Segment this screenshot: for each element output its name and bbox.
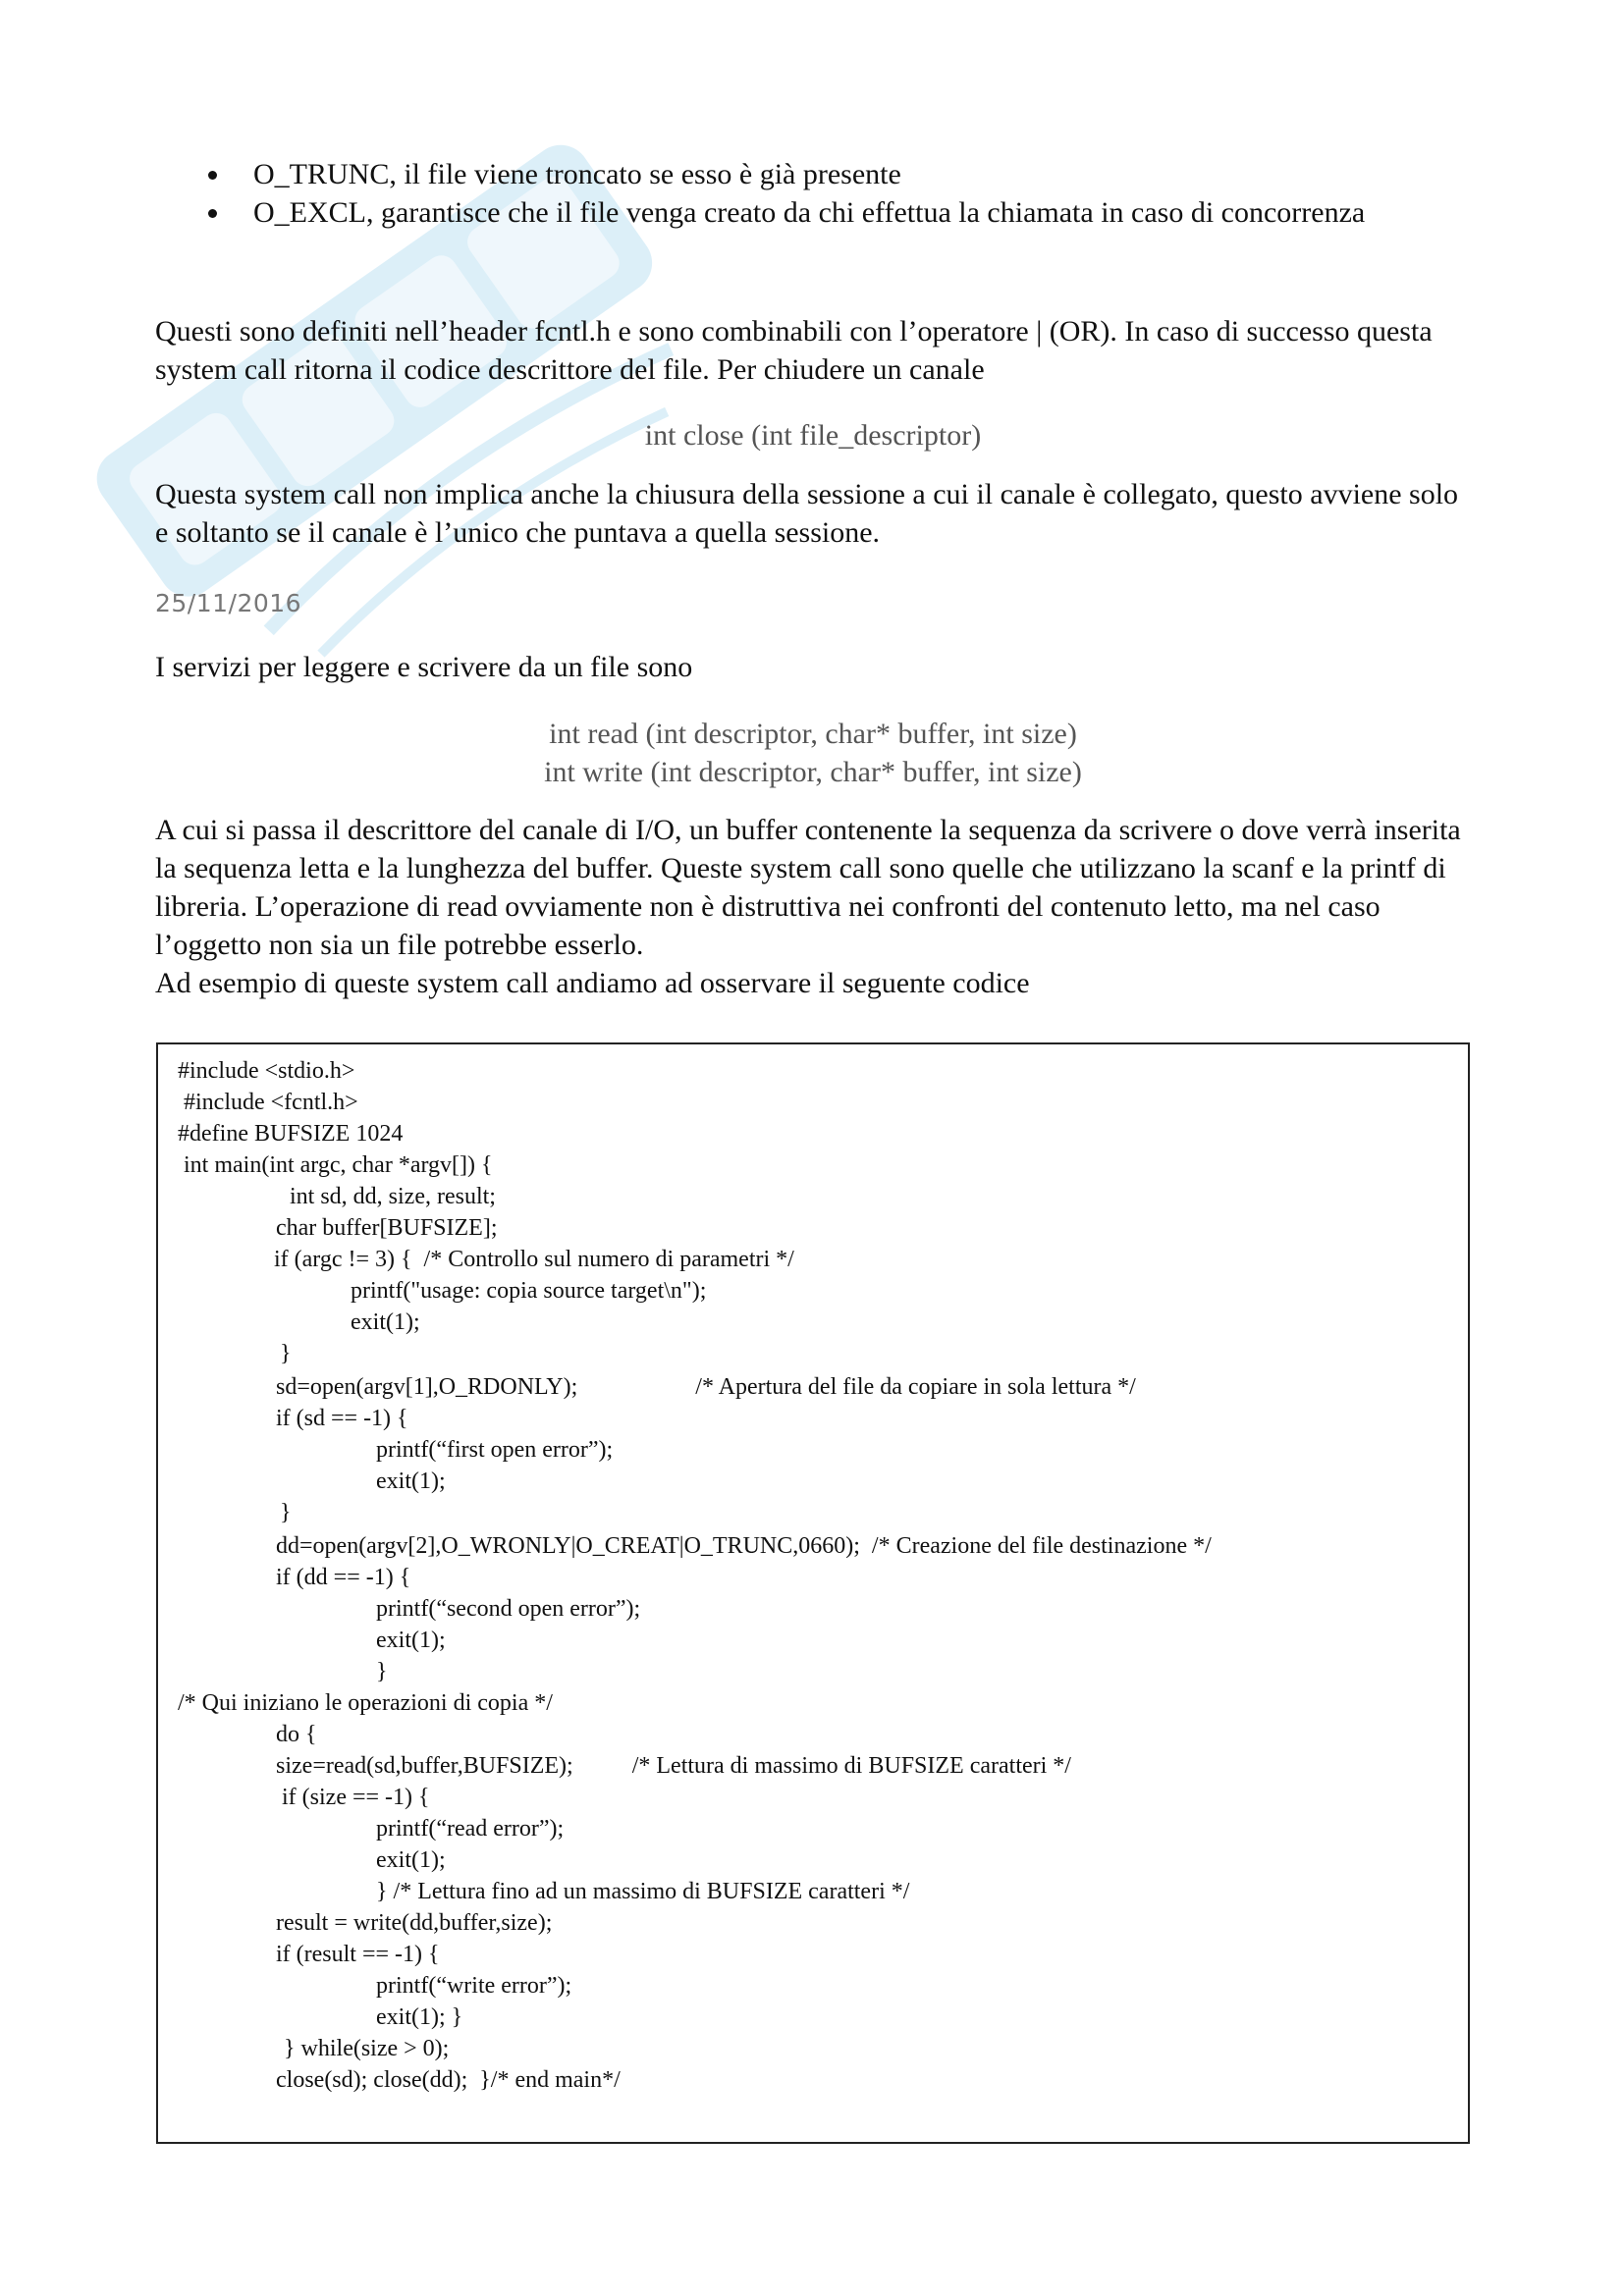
close-signature: int close (int file_descriptor) bbox=[644, 419, 982, 452]
code-line: result = write(dd,buffer,size); bbox=[276, 1910, 553, 1936]
code-line: #include <fcntl.h> bbox=[178, 1090, 358, 1115]
read-write-signatures bbox=[155, 715, 1471, 791]
code-line: if (dd == -1) { bbox=[276, 1565, 411, 1590]
code-line: sd=open(argv[1],O_RDONLY); /* Apertura del file da copiare in sola lettura */ bbox=[276, 1374, 1136, 1400]
code-line: int main(int argc, char *argv[]) { bbox=[178, 1152, 493, 1178]
code-line: exit(1); bbox=[376, 1847, 446, 1873]
date-label: 25/11/2016 bbox=[155, 589, 302, 617]
paragraph-header-fcntl: Questi sono definiti nell’header fcntl.h e sono combinabili con l’operatore | (OR). In caso di successo questa system call ritorna il codice descrittore del file. Per chiudere un canale bbox=[155, 315, 1433, 386]
code-line: } while(size > 0); bbox=[278, 2036, 450, 2061]
code-line: /* Qui iniziano le operazioni di copia */ bbox=[178, 1690, 553, 1716]
code-line: char buffer[BUFSIZE]; bbox=[276, 1215, 498, 1241]
paragraph-close-note: Questa system call non implica anche la chiusura della sessione a cui il canale è collegato, questo avviene solo e soltanto se il canale è l’unico che puntava a quella sessione. bbox=[155, 478, 1459, 549]
bullet-o-trunc: O_TRUNC, il file viene troncato se esso è già presente bbox=[253, 155, 1471, 193]
code-line: do { bbox=[276, 1722, 317, 1747]
code-line: exit(1); bbox=[351, 1309, 420, 1335]
code-line: printf(“first open error”); bbox=[376, 1437, 614, 1463]
code-line: printf("usage: copia source target\n"); bbox=[351, 1278, 707, 1304]
write-signature: int write (int descriptor, char* buffer, int size) bbox=[544, 756, 1082, 788]
paragraph-io-services: I servizi per leggere e scrivere da un file sono bbox=[155, 651, 693, 683]
code-line: } bbox=[274, 1341, 292, 1366]
code-line: #include <stdio.h> bbox=[178, 1058, 355, 1084]
code-line: printf(“write error”); bbox=[376, 1973, 572, 1999]
code-line: if (argc != 3) { /* Controllo sul numero di parametri */ bbox=[274, 1247, 794, 1272]
code-listing bbox=[156, 1042, 1470, 2144]
code-line: if (size == -1) { bbox=[276, 1785, 430, 1810]
bullet-o-excl: O_EXCL, garantisce che il file venga creato da chi effettua la chiamata in caso di concorrenza bbox=[253, 193, 1471, 232]
code-line: exit(1); bbox=[376, 1468, 446, 1494]
code-line: exit(1); bbox=[376, 1628, 446, 1653]
code-line: if (sd == -1) { bbox=[276, 1406, 408, 1431]
code-line: close(sd); close(dd); }/* end main*/ bbox=[276, 2067, 621, 2093]
code-line: dd=open(argv[2],O_WRONLY|O_CREAT|O_TRUNC,0660); /* Creazione del file destinazione */ bbox=[276, 1533, 1212, 1559]
read-signature: int read (int descriptor, char* buffer, int size) bbox=[549, 718, 1077, 750]
code-line: int sd, dd, size, result; bbox=[284, 1184, 496, 1209]
paragraph-buffer-explanation: A cui si passa il descrittore del canale di I/O, un buffer contenente la sequenza da scrivere o dove verrà inserita la sequenza letta e la lunghezza del buffer. Queste system call sono quelle che utilizzano la scanf e la printf di libreria. L’operazione di read ovviamente non è distruttiva nei confronti del contenuto letto, ma nel caso l’oggetto non sia un file potrebbe esserlo. bbox=[155, 814, 1461, 961]
paragraph-read-write-description bbox=[155, 811, 1471, 1002]
code-line: size=read(sd,buffer,BUFSIZE); /* Lettura di massimo di BUFSIZE caratteri */ bbox=[276, 1753, 1071, 1779]
code-line: printf(“read error”); bbox=[376, 1816, 565, 1842]
flags-list bbox=[155, 155, 1471, 232]
paragraph-example-intro: Ad esempio di queste system call andiamo ad osservare il seguente codice bbox=[155, 967, 1030, 999]
code-line: } bbox=[376, 1659, 388, 1684]
code-line: if (result == -1) { bbox=[276, 1942, 440, 1967]
code-line: exit(1); } bbox=[376, 2004, 463, 2030]
code-line: printf(“second open error”); bbox=[376, 1596, 641, 1622]
code-line: } /* Lettura fino ad un massimo di BUFSIZE caratteri */ bbox=[376, 1879, 910, 1904]
code-line: } bbox=[274, 1500, 292, 1525]
code-line: #define BUFSIZE 1024 bbox=[178, 1121, 404, 1147]
